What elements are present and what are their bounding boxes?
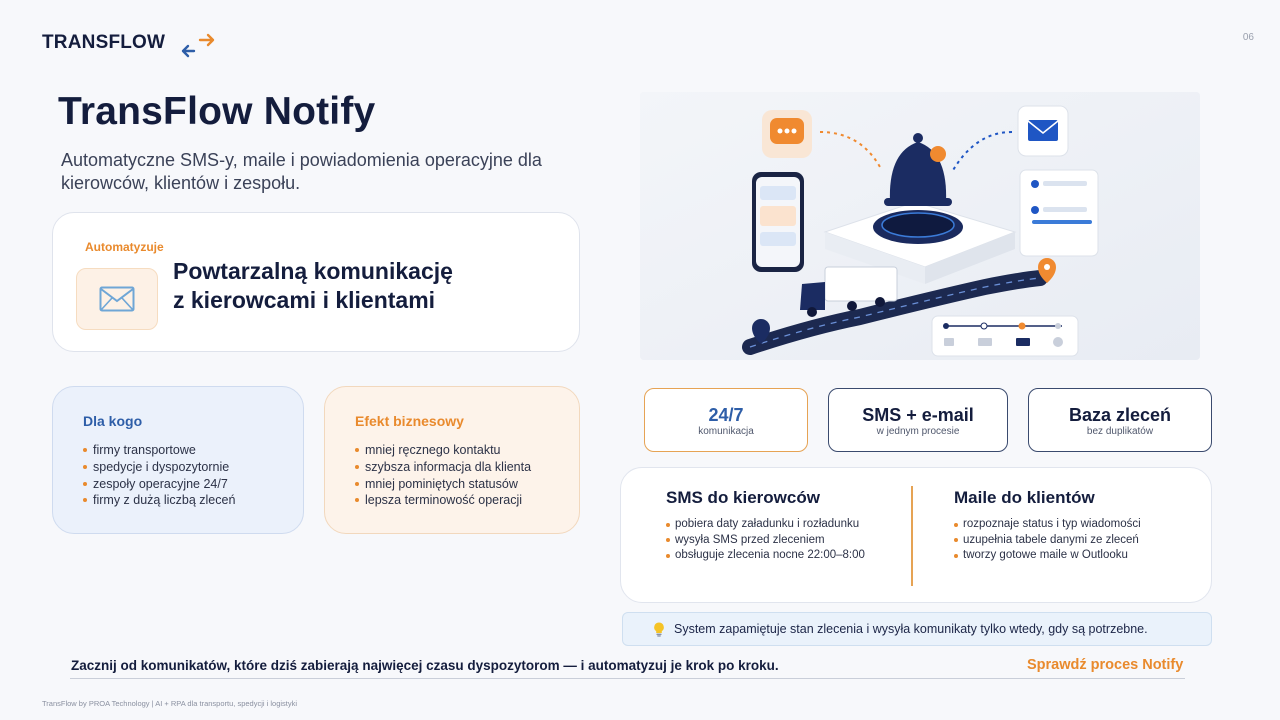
list-item: spedycje i dyspozytornie [83,459,303,476]
channels-card [620,467,1212,603]
list-item: wysyła SMS przed zleceniem [666,533,865,549]
transfer-arrows-icon [180,30,216,60]
audience-card [52,386,304,534]
brand-logo-text: TRANSFLOW [42,32,166,53]
list-item: pobiera daty załadunku i rozładunku [666,517,865,533]
section-divider [911,486,913,586]
list-item: szybsza informacja dla klienta [355,459,579,476]
list-item: tworzy gotowe maile w Outlooku [954,548,1141,564]
stat-channels [828,388,1008,452]
tip-text: System zapamiętuje stan zlecenia i wysyła komunikaty tylko wtedy, gdy są potrzebne. [674,622,1148,636]
business-effect-card [324,386,580,534]
list-item: mniej ręcznego kontaktu [355,442,579,459]
effect-list [355,442,579,509]
notification-illustration [640,92,1200,360]
mail-list [954,517,1141,564]
audience-title: Dla kogo [83,413,143,429]
stat-label: w jednym procesie [876,426,960,437]
stat-availability [644,388,808,452]
effect-title: Efekt biznesowy [355,413,464,429]
notify-process-link[interactable]: Sprawdź proces Notify [1027,657,1184,673]
list-item: rozpoznaje status i typ wiadomości [954,517,1141,533]
slide-number: 06 [1242,32,1254,43]
envelope-icon [99,286,135,312]
stat-value: Baza zleceń [1068,405,1172,425]
automation-headline [173,257,453,315]
list-item: mniej pominiętych statusów [355,476,579,493]
sms-section [666,488,865,564]
list-item: firmy transportowe [83,442,303,459]
list-item: obsługuje zlecenia nocne 22:00–8:00 [666,548,865,564]
automation-headline-line1: Powtarzalną komunikację [173,258,453,284]
automation-kicker: Automatyzuje [85,240,164,254]
divider [70,678,1185,679]
notification-scene-icon [640,92,1200,360]
cta-message: Zacznij od komunikatów, które dziś zabierają najwięcej czasu dyspozytorom — i automatyzuj je krok po kroku. [71,658,779,673]
list-item: lepsza terminowość operacji [355,492,579,509]
stat-value: 24/7 [708,405,744,425]
list-item: firmy z dużą liczbą zleceń [83,492,303,509]
list-item: zespoły operacyjne 24/7 [83,476,303,493]
sms-list [666,517,865,564]
automation-card [52,212,580,352]
stat-label: komunikacja [698,426,754,437]
stat-label: bez duplikatów [1086,426,1154,437]
audience-list [83,442,303,509]
list-item: uzupełnia tabele danymi ze zleceń [954,533,1141,549]
stat-value: SMS + e-mail [862,405,974,425]
automation-headline-line2: z kierowcami i klientami [173,287,436,313]
page-title: TransFlow Notify [58,90,376,133]
tip-banner [622,612,1212,646]
envelope-tile [76,268,158,330]
sms-title: SMS do kierowców [666,488,820,507]
mail-title: Maile do klientów [954,488,1095,507]
stat-order-database [1028,388,1212,452]
footer-text: TransFlow by PROA Technology | AI + RPA dla transportu, spedycji i logistyki [42,699,298,708]
mail-section [954,488,1141,564]
lightbulb-icon [651,621,667,637]
page-subtitle: Automatyczne SMS-y, maile i powiadomienia operacyjne dla kierowców, klientów i zespołu. [61,150,542,193]
